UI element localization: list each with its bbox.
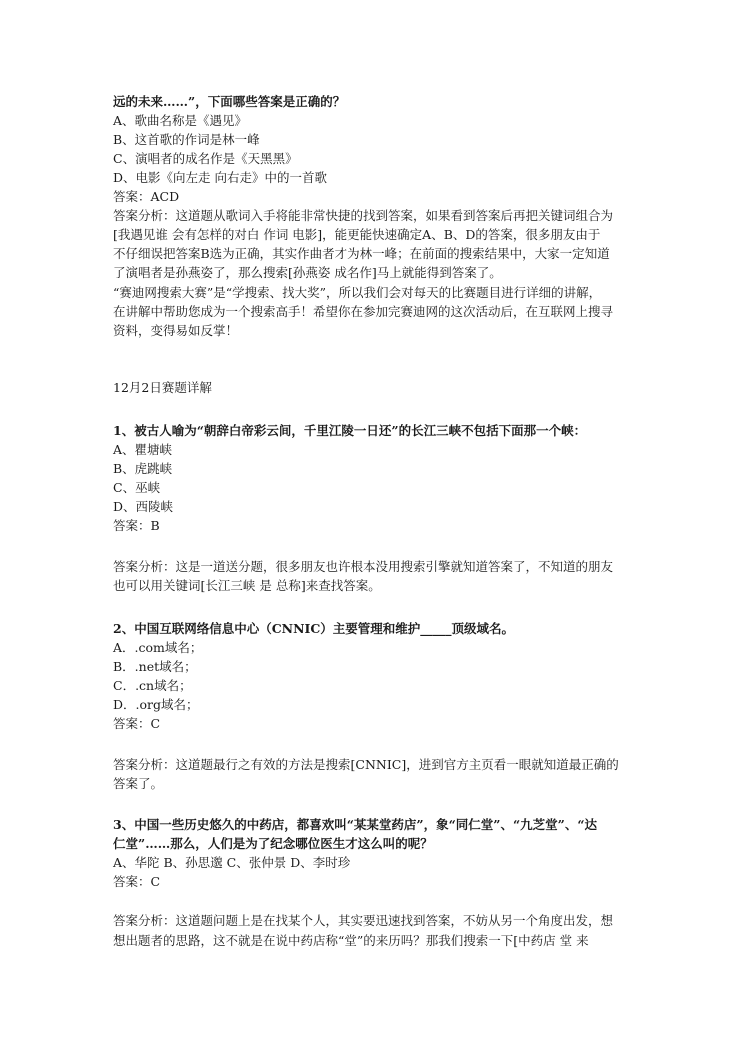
analysis-line: 答案分析：这是一道送分题，很多朋友也许根本没用搜索引擎就知道答案了，不知道的朋友	[113, 559, 614, 574]
answer: 答案：ACD	[113, 189, 180, 204]
answer: 答案：C	[113, 874, 161, 889]
analysis-line: 想出题者的思路，这不就是在说中药店称“堂”的来历吗？那我们搜索一下[中药店 堂 来	[113, 933, 589, 948]
question-tail: 远的未来……”，下面哪些答案是正确的？	[113, 94, 346, 109]
question-3: 3、中国一些历史悠久的中药店，都喜欢叫“某某堂药店”，象“同仁堂”、“九芝堂”、“达	[113, 817, 598, 832]
analysis-line: 答案分析：这道题问题上是在找某个人，其实要迅速找到答案，不妨从另一个角度出发，想	[113, 913, 614, 928]
analysis-line: 答案了。	[113, 776, 164, 791]
analysis-line: 了演唱者是孙燕姿了，那么搜索[孙燕姿 成名作]马上就能得到答案了。	[113, 265, 502, 280]
analysis-line: [我遇见谁 会有怎样的对白 作词 电影]，能更能快速确定A、B、D的答案，很多朋友由于	[113, 227, 601, 242]
question-1: 1、被古人喻为“朝辞白帝彩云间，千里江陵一日还”的长江三峡不包括下面那一个峡：	[113, 423, 587, 438]
option-b: B．.net域名；	[113, 659, 197, 674]
analysis-line: 答案分析：这道题从歌词入手将能非常快捷的找到答案，如果看到答案后再把关键词组合为	[113, 208, 614, 223]
option-a: A、瞿塘峡	[113, 442, 173, 457]
option-a: A、歌曲名称是《遇见》	[113, 113, 248, 128]
intro-line: “赛迪网搜索大赛”是“学搜索、找大奖”，所以我们会对每天的比赛题目进行详细的讲解，	[113, 285, 602, 300]
question-3-cont: 仁堂”……那么，人们是为了纪念哪位医生才这么叫的呢？	[113, 836, 433, 851]
answer: 答案：B	[113, 518, 160, 533]
option-b: B、这首歌的作词是林一峰	[113, 132, 260, 147]
analysis-line: 答案分析：这道题最行之有效的方法是搜索[CNNIC]，进到官方主页看一眼就知道最正确的	[113, 757, 619, 772]
option-c: C、演唱者的成名作是《天黑黑》	[113, 151, 298, 166]
intro-line: 资料，变得易如反掌！	[113, 323, 239, 338]
question-2: 2、中国互联网络信息中心（CNNIC）主要管理和维护_____顶级域名。	[113, 621, 515, 636]
intro-line: 在讲解中帮助您成为一个搜索高手！希望你在参加完赛迪网的这次活动后，在互联网上搜寻	[113, 304, 614, 319]
option-d: D、电影《向左走 向右走》中的一首歌	[113, 170, 327, 185]
option-d: D．.org域名；	[113, 697, 199, 712]
option-c: C．.cn域名；	[113, 678, 192, 693]
answer: 答案：C	[113, 716, 161, 731]
analysis-line: 也可以用关键词[长江三峡 是 总称]来查找答案。	[113, 578, 381, 593]
option-a: A．.com域名；	[113, 640, 203, 655]
option-d: D、西陵峡	[113, 499, 174, 514]
options-inline: A、华陀 B、孙思邈 C、张仲景 D、李时珍	[113, 855, 351, 870]
analysis-line: 不仔细误把答案B选为正确，其实作曲者才为林一峰；在前面的搜索结果中，大家一定知道	[113, 246, 610, 261]
option-c: C、巫峡	[113, 480, 161, 495]
section-heading: 12月2日赛题详解	[113, 380, 212, 395]
option-b: B、虎跳峡	[113, 461, 173, 476]
